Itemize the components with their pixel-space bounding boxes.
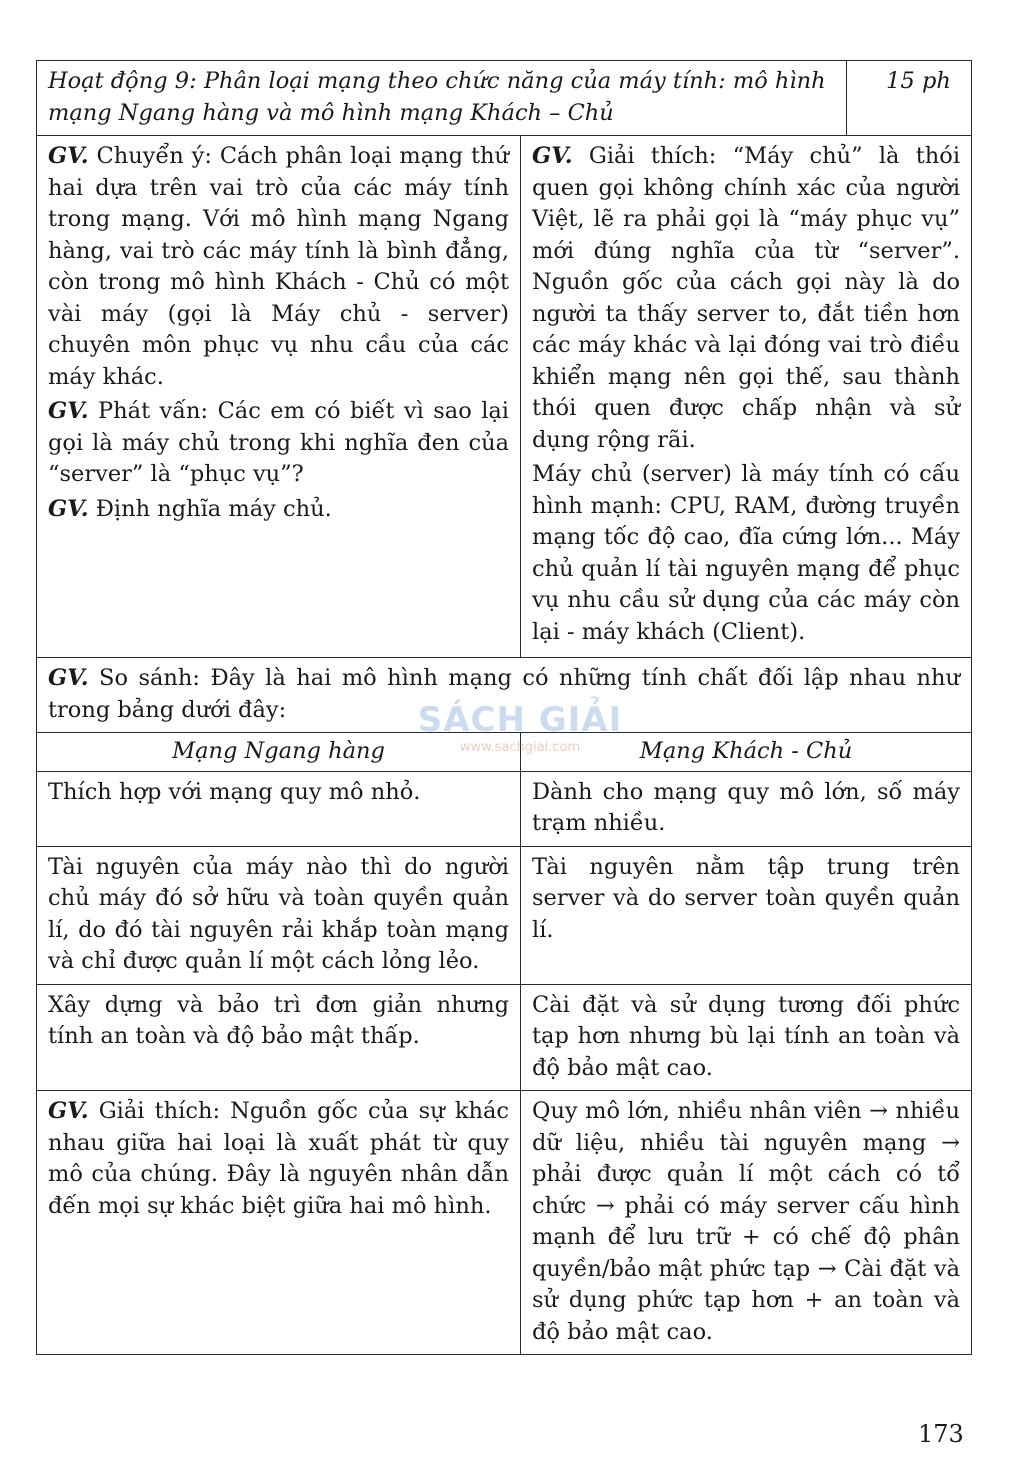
compare-cell-left: Thích hợp với mạng quy mô nhỏ.	[37, 771, 521, 846]
paragraph-text: Phát vấn: Các em có biết vì sao lại gọi là máy chủ trong khi nghĩa đen của “server” là “phục vụ”?	[48, 398, 509, 487]
explanation-row	[37, 136, 972, 658]
conclusion-left	[37, 1091, 521, 1355]
gv-label: GV.	[48, 143, 89, 169]
compare-cell-left: Xây dựng và bảo trì đơn giản nhưng tính an toàn và độ bảo mật thấp.	[37, 984, 521, 1091]
compare-intro-row	[37, 658, 972, 733]
gv-label: GV.	[48, 1098, 89, 1124]
col-header-peer: Mạng Ngang hàng	[37, 733, 521, 772]
compare-row	[37, 846, 972, 984]
teacher-left-cell	[37, 136, 521, 658]
paragraph	[48, 494, 509, 526]
page-number: 173	[918, 1420, 964, 1448]
paragraph	[532, 459, 960, 648]
compare-cell-left: Tài nguyên của máy nào thì do người chủ máy đó sở hữu và toàn quyền quản lí, do đó tài nguyên rải khắp toàn mạng và chỉ được quản lí một cách lỏng lẻo.	[37, 846, 521, 984]
conclusion-right: Quy mô lớn, nhiều nhân viên → nhiều dữ liệu, nhiều tài nguyên mạng → phải được quản lí một cách có tổ chức → phải có máy server cấu hình mạnh để lưu trữ + có chế độ phân quyền/bảo mật phức tạp → Cài đặt và sử dụng phức tạp hơn + an toàn và độ bảo mật cao.	[521, 1091, 972, 1355]
conclusion-left-text: Giải thích: Nguồn gốc của sự khác nhau giữa hai loại là xuất phát từ quy mô của chúng. Đây là nguyên nhân dẫn đến mọi sự khác biệt giữa hai mô hình.	[48, 1098, 509, 1219]
compare-cell-right: Dành cho mạng quy mô lớn, số máy trạm nhiều.	[521, 771, 972, 846]
paragraph	[48, 141, 509, 393]
compare-row	[37, 984, 972, 1091]
activity-time: 15 ph	[847, 61, 972, 136]
watermark-logo: SÁCH GIẢI	[417, 700, 623, 740]
paragraph-text: Giải thích: “Máy chủ” là thói quen gọi không chính xác của người Việt, lẽ ra phải gọi là “máy phục vụ” mới đúng nghĩa của từ “server”. Nguồn gốc của cách gọi này là do người ta thấy server to, đắt tiền hơn các máy khác và lại đóng vai trò điều khiển mạng nên gọi thế, sau thành thói quen được chấp nhận và sử dụng rộng rãi.	[532, 143, 961, 453]
teacher-right-cell	[521, 136, 972, 658]
compare-cell-right: Tài nguyên nằm tập trung trên server và do server toàn quyền quản lí.	[521, 846, 972, 984]
paragraph-text: Chuyển ý: Cách phân loại mạng thứ hai dựa trên vai trò của các máy tính trong mạng. Với mô hình mạng Ngang hàng, vai trò các máy tính là bình đẳng, còn trong mô hình Khách - Chủ có một vài máy (gọi là Máy chủ - server) chuyên môn phục vụ nhu cầu của các máy khác.	[48, 143, 509, 390]
activity-header-row	[37, 61, 972, 136]
paragraph-text: Máy chủ (server) là máy tính có cấu hình mạnh: CPU, RAM, đường truyền mạng tốc độ cao, đĩa cứng lớn... Máy chủ quản lí tài nguyên mạng để phục vụ nhu cầu sử dụng của các máy còn lại - máy khách (Client).	[532, 461, 961, 645]
gv-label: GV.	[48, 495, 89, 522]
activity-title: Hoạt động 9: Phân loại mạng theo chức năng của máy tính: mô hình mạng Ngang hàng và mô hình mạng Khách – Chủ	[37, 61, 847, 136]
watermark-url: www.sachgiai.com	[459, 740, 581, 755]
paragraph-text: Định nghĩa máy chủ.	[88, 495, 332, 522]
compare-header-row	[37, 733, 972, 772]
gv-label: GV.	[48, 665, 89, 691]
paragraph	[48, 396, 509, 491]
gv-label: GV.	[48, 398, 89, 424]
conclusion-row	[37, 1091, 972, 1355]
paragraph	[532, 141, 960, 456]
lesson-table	[36, 60, 972, 1355]
compare-intro-text: So sánh: Đây là hai mô hình mạng có những tính chất đối lập nhau như trong bảng dưới đây:	[48, 665, 961, 723]
compare-row	[37, 771, 972, 846]
gv-label: GV.	[532, 143, 573, 169]
compare-intro	[37, 658, 972, 733]
col-header-client-server: Mạng Khách - Chủ	[521, 733, 972, 772]
compare-cell-right: Cài đặt và sử dụng tương đối phức tạp hơn nhưng bù lại tính an toàn và độ bảo mật cao.	[521, 984, 972, 1091]
